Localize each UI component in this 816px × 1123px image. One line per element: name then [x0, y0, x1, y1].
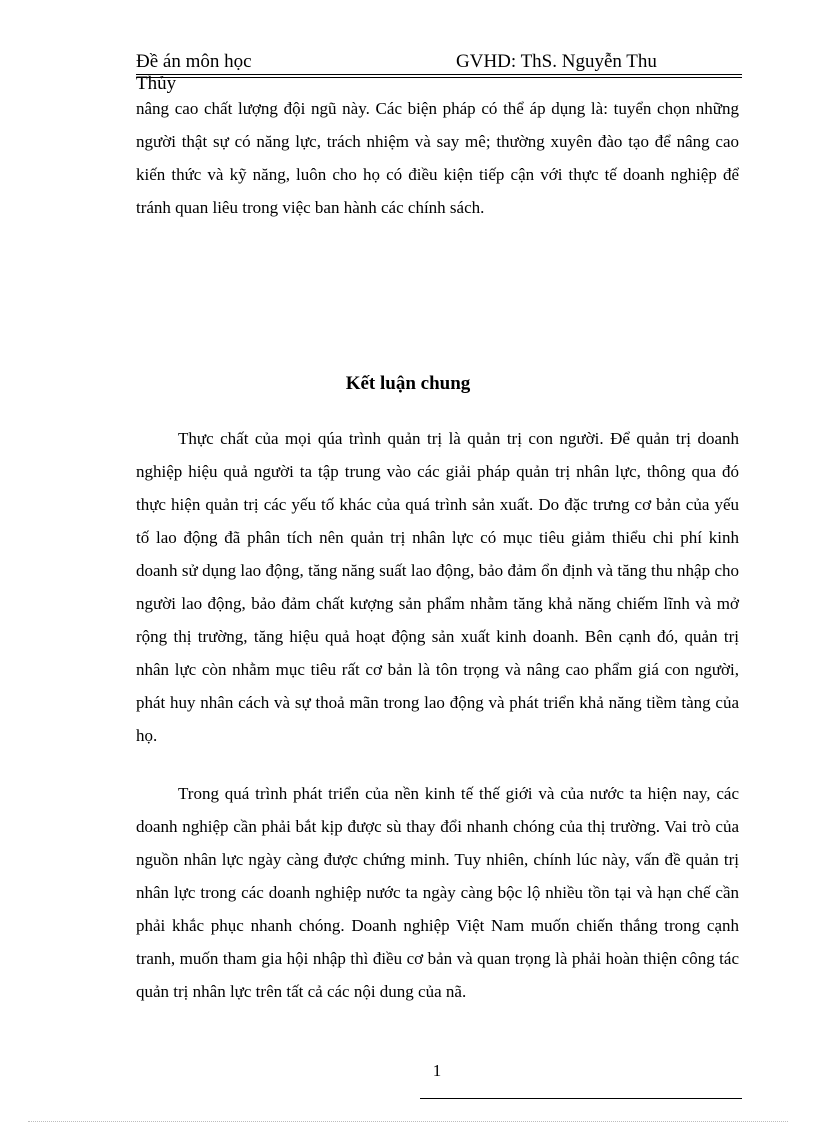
- page-number: 1: [432, 1061, 442, 1080]
- header-rule: [136, 50, 742, 75]
- header-course-title: Đề án môn học: [136, 51, 252, 72]
- conclusion-paragraph-1: Thực chất của mọi qúa trình quản trị là quản trị con người. Để quản trị doanh nghiệp hiệu quả người ta tập trung vào các giải pháp quản trị nhân lực, thông qua đó thực hiện quản trị các yếu tố khác của quá trình sản xuất. Do đặc trưng cơ bản của yếu tố lao động đã phân tích nên quản trị nhân lực có mục tiêu giảm thiểu chi phí kinh doanh sử dụng lao động, tăng năng suất lao động, bảo đảm ổn định và tăng thu nhập cho người lao động, bảo đảm chất kượng sản phẩm nhằm tăng khả năng chiếm lĩnh và mở rộng thị trường, tăng hiệu quả hoạt động sản xuất kinh doanh. Bên cạnh đó, quản trị nhân lực còn nhằm mục tiêu rất cơ bản là tôn trọng và nâng cao phẩm giá con người, phát huy nhân cách và sự thoả mãn trong lao động và phát triển khả năng tiềm tàng của họ.: [136, 429, 739, 745]
- section-heading: Kết luận chung: [345, 373, 471, 394]
- page-header: [136, 50, 742, 94]
- footer-rule: [420, 1098, 742, 1099]
- page-edge-divider: [28, 1121, 788, 1122]
- conclusion-paragraph-2: Trong quá trình phát triển của nền kinh tế thế giới và của nước ta hiện nay, các doanh nghiệp cần phải bắt kịp được sù thay đổi nhanh chóng của thị trường. Vai trò của nguồn nhân lực ngày càng được chứng minh. Tuy nhiên, chính lúc này, vấn đề quản trị nhân lực trong các doanh nghiệp nước ta ngày càng bộc lộ nhiều tồn tại và hạn chế cần phải khắc phục nhanh chóng. Doanh nghiệp Việt Nam muốn chiến thắng trong cạnh tranh, muốn tham gia hội nhập thì điều cơ bản và quan trọng là phải hoàn thiện công tác quản trị nhân lực trên tất cả các nội dung của nã.: [136, 784, 739, 1001]
- intro-paragraph: nâng cao chất lượng đội ngũ này. Các biện pháp có thể áp dụng là: tuyển chọn những người thật sự có năng lực, trách nhiệm và say mê; thường xuyên đào tạo để nâng cao kiến thức và kỹ năng, luôn cho họ có điều kiện tiếp cận với thực tế doanh nghiệp để tránh quan liêu trong việc ban hành các chính sách.: [136, 99, 739, 217]
- header-supervisor-continuation: Thủy: [136, 73, 177, 94]
- header-supervisor: GVHD: ThS. Nguyễn Thu: [456, 51, 657, 72]
